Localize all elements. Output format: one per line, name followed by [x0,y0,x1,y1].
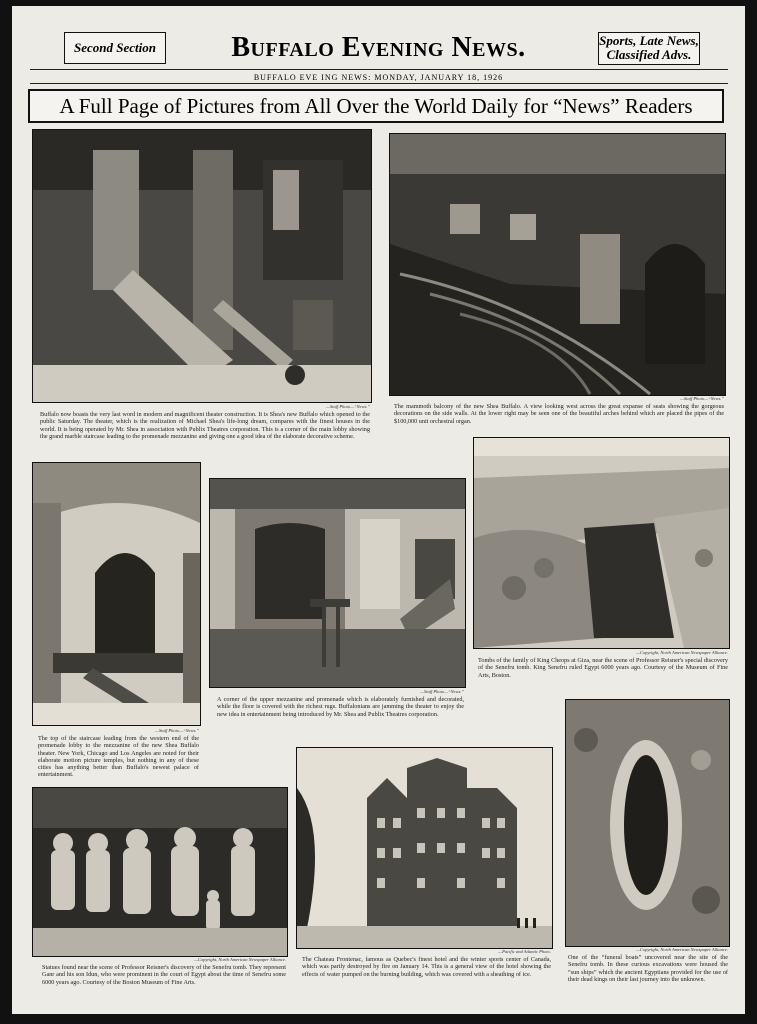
caption-mezzanine: A corner of the upper mezzanine and promenade which is elaborately furnished and decorated, while the floor is covered with the richest rugs. Buffalonians are jamming the theater to enjoy the new idea in entertainment being introduced by Mr. Shea and Publix Theatres corporation. [217,696,464,718]
mezzanine-image [210,479,465,687]
lobby-image [33,130,371,402]
photo-mezzanine [209,478,466,688]
credit-chateau: —Pacific and Atlantic Photo. [498,949,551,954]
page-headline: A Full Page of Pictures from All Over the World Daily for “News” Readers [28,89,724,123]
credit-staircase: —Staff Photo—“News.” [154,728,199,733]
caption-tombs-giza: Tombs of the family of King Cheops at Giza, near the scene of Professor Reisner's special discovery of the Senefru tomb. King Senefru ruled Egypt 6000 years ago. Courtesy of the Museum of Fine Arts, Boston. [478,657,728,679]
dateline: BUFFALO EVE ING NEWS: MONDAY, JANUARY 18, 1926 [253,73,504,82]
credit-mezzanine: —Staff Photo—“News.” [419,689,464,694]
masthead: Buffalo Evening News. [231,32,526,63]
credit-shea-balcony: —Staff Photo—“News.” [679,396,724,401]
caption-staircase: The top of the staircase leading from the western end of the promenade lobby to the mezzanine of the new Shea Buffalo theater. New York, Chicago and Los Angeles are noted for their elaborate motion picture temples, but nothing in any of these cities has anything better than Buffalo's newest palace of entertainment. [38,735,199,779]
caption-chateau: The Chateau Frontenac, famous as Quebec's finest hotel and the winter sports center of Canada, which was partly destroyed by fire on January 14. This is a general view of the hotel showing the effects of water pumped on the burning building, which was covered with a sheathing of ice. [302,956,551,978]
credit-tombs-giza: —Copyright, North American Newspaper Alliance. [635,650,728,655]
tombs-image [474,438,729,648]
funeral-boat-image [566,700,729,946]
newspaper-page [12,6,745,1014]
statues-image [33,788,287,956]
photo-shea-balcony [389,133,726,396]
photo-shea-lobby [32,129,372,403]
photo-chateau [296,747,553,949]
photo-staircase [32,462,201,726]
credit-statues: —Copyright, North American Newspaper Alliance. [193,957,286,962]
caption-shea-balcony: The mammoth balcony of the new Shea Buffalo. A view looking west across the great expanse of seats showing the gorgeous decorations on the side walls. At the lower right may be seen one of the beautiful arches behind which are placed the pipes of the $100,000 unit orchestral organ. [394,403,724,425]
section-label: Second Section [74,40,156,55]
photo-funeral-boat [565,699,730,947]
caption-statues: Statues found near the scene of Professor Reisner's discovery of the Senefru tomb. They represent Ganr and his son Idun, who were prominent in the court of Egypt about the time of Senefru some 6000 years ago. Courtesy of the Boston Museum of Fine Arts. [42,964,286,986]
rule-top [30,69,728,70]
chateau-image [297,748,552,948]
caption-shea-lobby: Buffalo now boasts the very last word in modern and magnificent theater construction. It is Shea's new Buffalo which opened to the public Saturday. The theater, which is the realization of Michael Shea's life-long dream, compares with the finest houses in the world. It is being operated by Mr. Shea in association with Publix Theatres corporation. This is a corner of the main lobby showing the grand marble staircase leading to the promenade mezzanine and giving one a good idea of the elaborate decorative scheme. [40,411,370,440]
credit-shea-lobby: —Staff Photo—“News.” [325,404,370,409]
balcony-image [390,134,725,395]
photo-tombs-giza [473,437,730,649]
credit-funeral-boat: —Copyright, North American Newspaper Alliance. [635,947,728,952]
staircase-image [33,463,200,725]
contents-label-box [598,32,700,65]
contents-label-line1: Sports, Late News, [599,33,699,48]
rule-bottom [30,83,728,84]
photo-statues [32,787,288,957]
contents-label-line2: Classified Advs. [606,47,692,62]
caption-funeral-boat: One of the “funeral boats” uncovered near the site of the Senefru tomb. In these curious excavations were housed the “sun ships” which the ancient Egyptians provided for the use of their dead kings on their last journey into the unknown. [568,954,728,983]
